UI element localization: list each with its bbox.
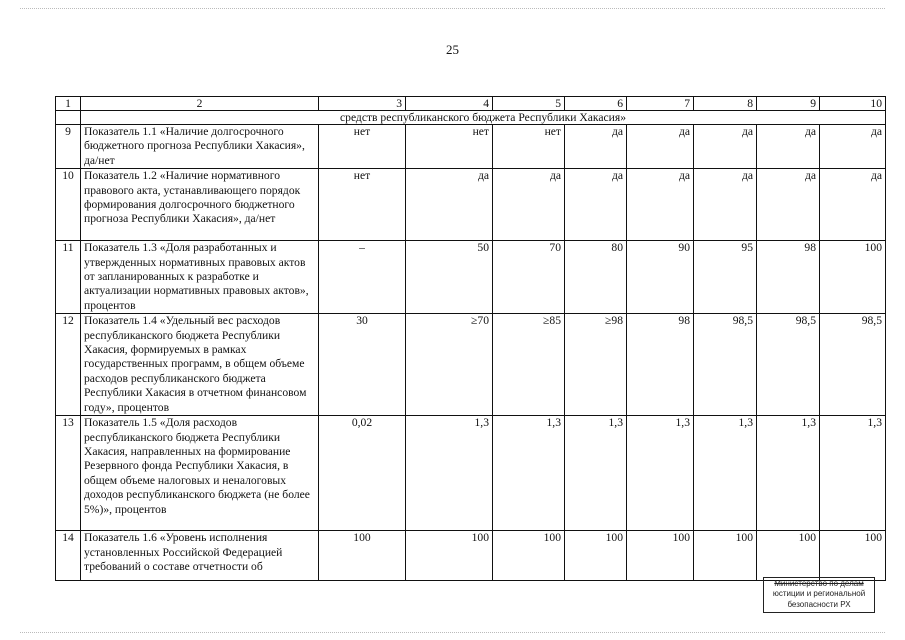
indicator-value: 100 <box>820 531 886 581</box>
row-number: 14 <box>56 531 81 581</box>
indicator-value: 1,3 <box>820 416 886 531</box>
indicator-value: 30 <box>319 314 406 416</box>
stamp-line: юстиции и региональной <box>772 589 866 599</box>
section-continuation-row <box>56 111 886 125</box>
row-number: 13 <box>56 416 81 531</box>
row-number: 12 <box>56 314 81 416</box>
indicator-value: 100 <box>493 531 565 581</box>
indicator-value: 100 <box>565 531 627 581</box>
section-continuation-text: средств республиканского бюджета Республики Хакасия» <box>81 111 886 125</box>
stamp-line: безопасности РХ <box>787 599 851 609</box>
empty-cell <box>56 111 81 125</box>
row-number: 11 <box>56 241 81 314</box>
indicator-value: да <box>757 169 820 241</box>
row-number: 10 <box>56 169 81 241</box>
indicator-name: Показатель 1.5 «Доля расходов республиканского бюджета Республики Хакасия, направленных на формирование Резервного фонда Республики Хакасия, в общем объеме налоговых и неналоговых доходов республиканского бюджета (не более 5%)», процентов <box>81 416 319 531</box>
indicator-name: Показатель 1.4 «Удельный вес расходов республиканского бюджета Республики Хакасия, формируемых в рамках государственных программ, в общем объеме расходов республиканского бюджета Республики Хакасия в отчетном финансовом году», процентов <box>81 314 319 416</box>
indicator-value: 80 <box>565 241 627 314</box>
column-number: 5 <box>493 97 565 111</box>
indicator-value: ≥70 <box>406 314 493 416</box>
column-number: 10 <box>820 97 886 111</box>
indicator-value: да <box>565 169 627 241</box>
indicator-value: 100 <box>406 531 493 581</box>
indicator-value: 98 <box>627 314 694 416</box>
indicator-value: 1,3 <box>565 416 627 531</box>
indicator-value: 0,02 <box>319 416 406 531</box>
indicator-value: 1,3 <box>406 416 493 531</box>
column-number-row <box>56 97 886 111</box>
indicator-value: 1,3 <box>757 416 820 531</box>
column-number: 1 <box>56 97 81 111</box>
indicator-value: 100 <box>820 241 886 314</box>
indicator-value: нет <box>319 169 406 241</box>
stamp-line: Министерство по делам <box>774 579 864 588</box>
indicator-value: ≥98 <box>565 314 627 416</box>
indicator-value: 98,5 <box>694 314 757 416</box>
page-number: 25 <box>446 42 459 57</box>
column-number: 3 <box>319 97 406 111</box>
column-number: 8 <box>694 97 757 111</box>
indicator-value: 100 <box>694 531 757 581</box>
indicator-value: 1,3 <box>493 416 565 531</box>
indicator-value: 100 <box>757 531 820 581</box>
indicator-value: 90 <box>627 241 694 314</box>
indicator-name: Показатель 1.6 «Уровень исполнения установленных Российской Федерацией требований о составе отчетности об <box>81 531 319 581</box>
indicator-value: да <box>757 125 820 169</box>
indicator-value: да <box>627 125 694 169</box>
indicator-value: 95 <box>694 241 757 314</box>
indicator-value: 98,5 <box>757 314 820 416</box>
column-number: 9 <box>757 97 820 111</box>
indicator-name: Показатель 1.1 «Наличие долгосрочного бюджетного прогноза Республики Хакасия», да/нет <box>81 125 319 169</box>
indicator-value: да <box>820 169 886 241</box>
table-row <box>56 416 886 531</box>
indicator-value: 1,3 <box>694 416 757 531</box>
column-number: 6 <box>565 97 627 111</box>
indicator-value: 98 <box>757 241 820 314</box>
indicator-value: 70 <box>493 241 565 314</box>
indicator-value: да <box>565 125 627 169</box>
ministry-stamp <box>763 577 875 613</box>
indicator-value: да <box>820 125 886 169</box>
indicator-value: нет <box>319 125 406 169</box>
indicator-name: Показатель 1.2 «Наличие нормативного правового акта, устанавливающего порядок формирования долгосрочного бюджетного прогноза Республики Хакасия», да/нет <box>81 169 319 241</box>
indicator-value: 98,5 <box>820 314 886 416</box>
indicator-value: 100 <box>319 531 406 581</box>
indicator-value: да <box>694 125 757 169</box>
indicator-value: 50 <box>406 241 493 314</box>
table-row <box>56 125 886 169</box>
indicator-value: да <box>493 169 565 241</box>
table-row <box>56 241 886 314</box>
indicator-value: 100 <box>627 531 694 581</box>
column-number: 4 <box>406 97 493 111</box>
indicator-value: да <box>694 169 757 241</box>
row-number: 9 <box>56 125 81 169</box>
table-row <box>56 531 886 581</box>
indicator-name: Показатель 1.3 «Доля разработанных и утвержденных нормативных правовых актов от запланированных к разработке и актуализации нормативных правовых актов», процентов <box>81 241 319 314</box>
indicator-value: ≥85 <box>493 314 565 416</box>
indicator-value: нет <box>493 125 565 169</box>
indicator-value: да <box>627 169 694 241</box>
indicator-value: нет <box>406 125 493 169</box>
indicator-value: – <box>319 241 406 314</box>
table-row <box>56 169 886 241</box>
indicators-table <box>55 96 886 581</box>
indicator-value: да <box>406 169 493 241</box>
indicator-value: 1,3 <box>627 416 694 531</box>
table-row <box>56 314 886 416</box>
column-number: 2 <box>81 97 319 111</box>
column-number: 7 <box>627 97 694 111</box>
